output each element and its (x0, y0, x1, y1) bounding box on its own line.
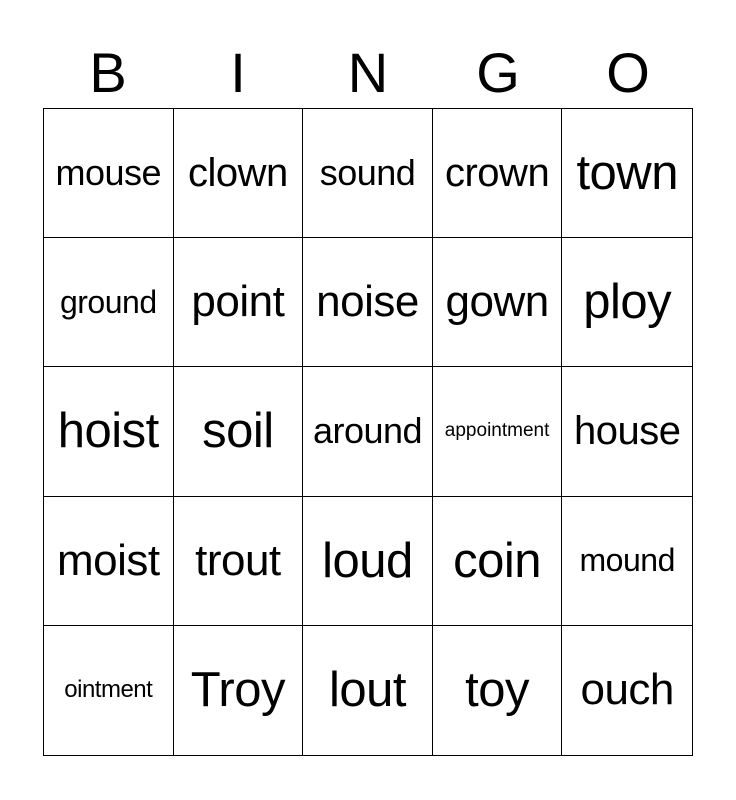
bingo-cell: ground (44, 238, 174, 367)
bingo-cell: house (562, 367, 692, 496)
header-letter-b: B (89, 41, 127, 104)
bingo-cell: gown (433, 238, 563, 367)
bingo-cell: loud (303, 497, 433, 626)
bingo-cell: noise (303, 238, 433, 367)
bingo-cell: ointment (44, 626, 174, 755)
bingo-board (43, 108, 693, 756)
header-letter-o: O (606, 41, 650, 104)
bingo-cell: point (174, 238, 304, 367)
bingo-cell: town (562, 109, 692, 238)
bingo-cell: coin (433, 497, 563, 626)
bingo-cell: Troy (174, 626, 304, 755)
bingo-cell: clown (174, 109, 304, 238)
bingo-cell: trout (174, 497, 304, 626)
header-letter-n: N (347, 41, 389, 104)
bingo-cell: ouch (580, 665, 674, 715)
header-letter-g: G (476, 41, 520, 104)
bingo-cell: mound (562, 497, 692, 626)
bingo-cell: mouse (44, 109, 174, 238)
bingo-cell: hoist (44, 367, 174, 496)
bingo-cell: crown (433, 109, 563, 238)
bingo-header (43, 38, 693, 108)
bingo-cell: moist (44, 497, 174, 626)
bingo-cell: sound (303, 109, 433, 238)
bingo-cell: lout (303, 626, 433, 755)
bingo-cell: soil (174, 367, 304, 496)
bingo-cell: around (303, 367, 433, 496)
bingo-cell: ploy (562, 238, 692, 367)
bingo-cell: toy (433, 626, 563, 755)
bingo-cell: appointment (433, 367, 563, 496)
header-letter-i: I (230, 41, 246, 104)
